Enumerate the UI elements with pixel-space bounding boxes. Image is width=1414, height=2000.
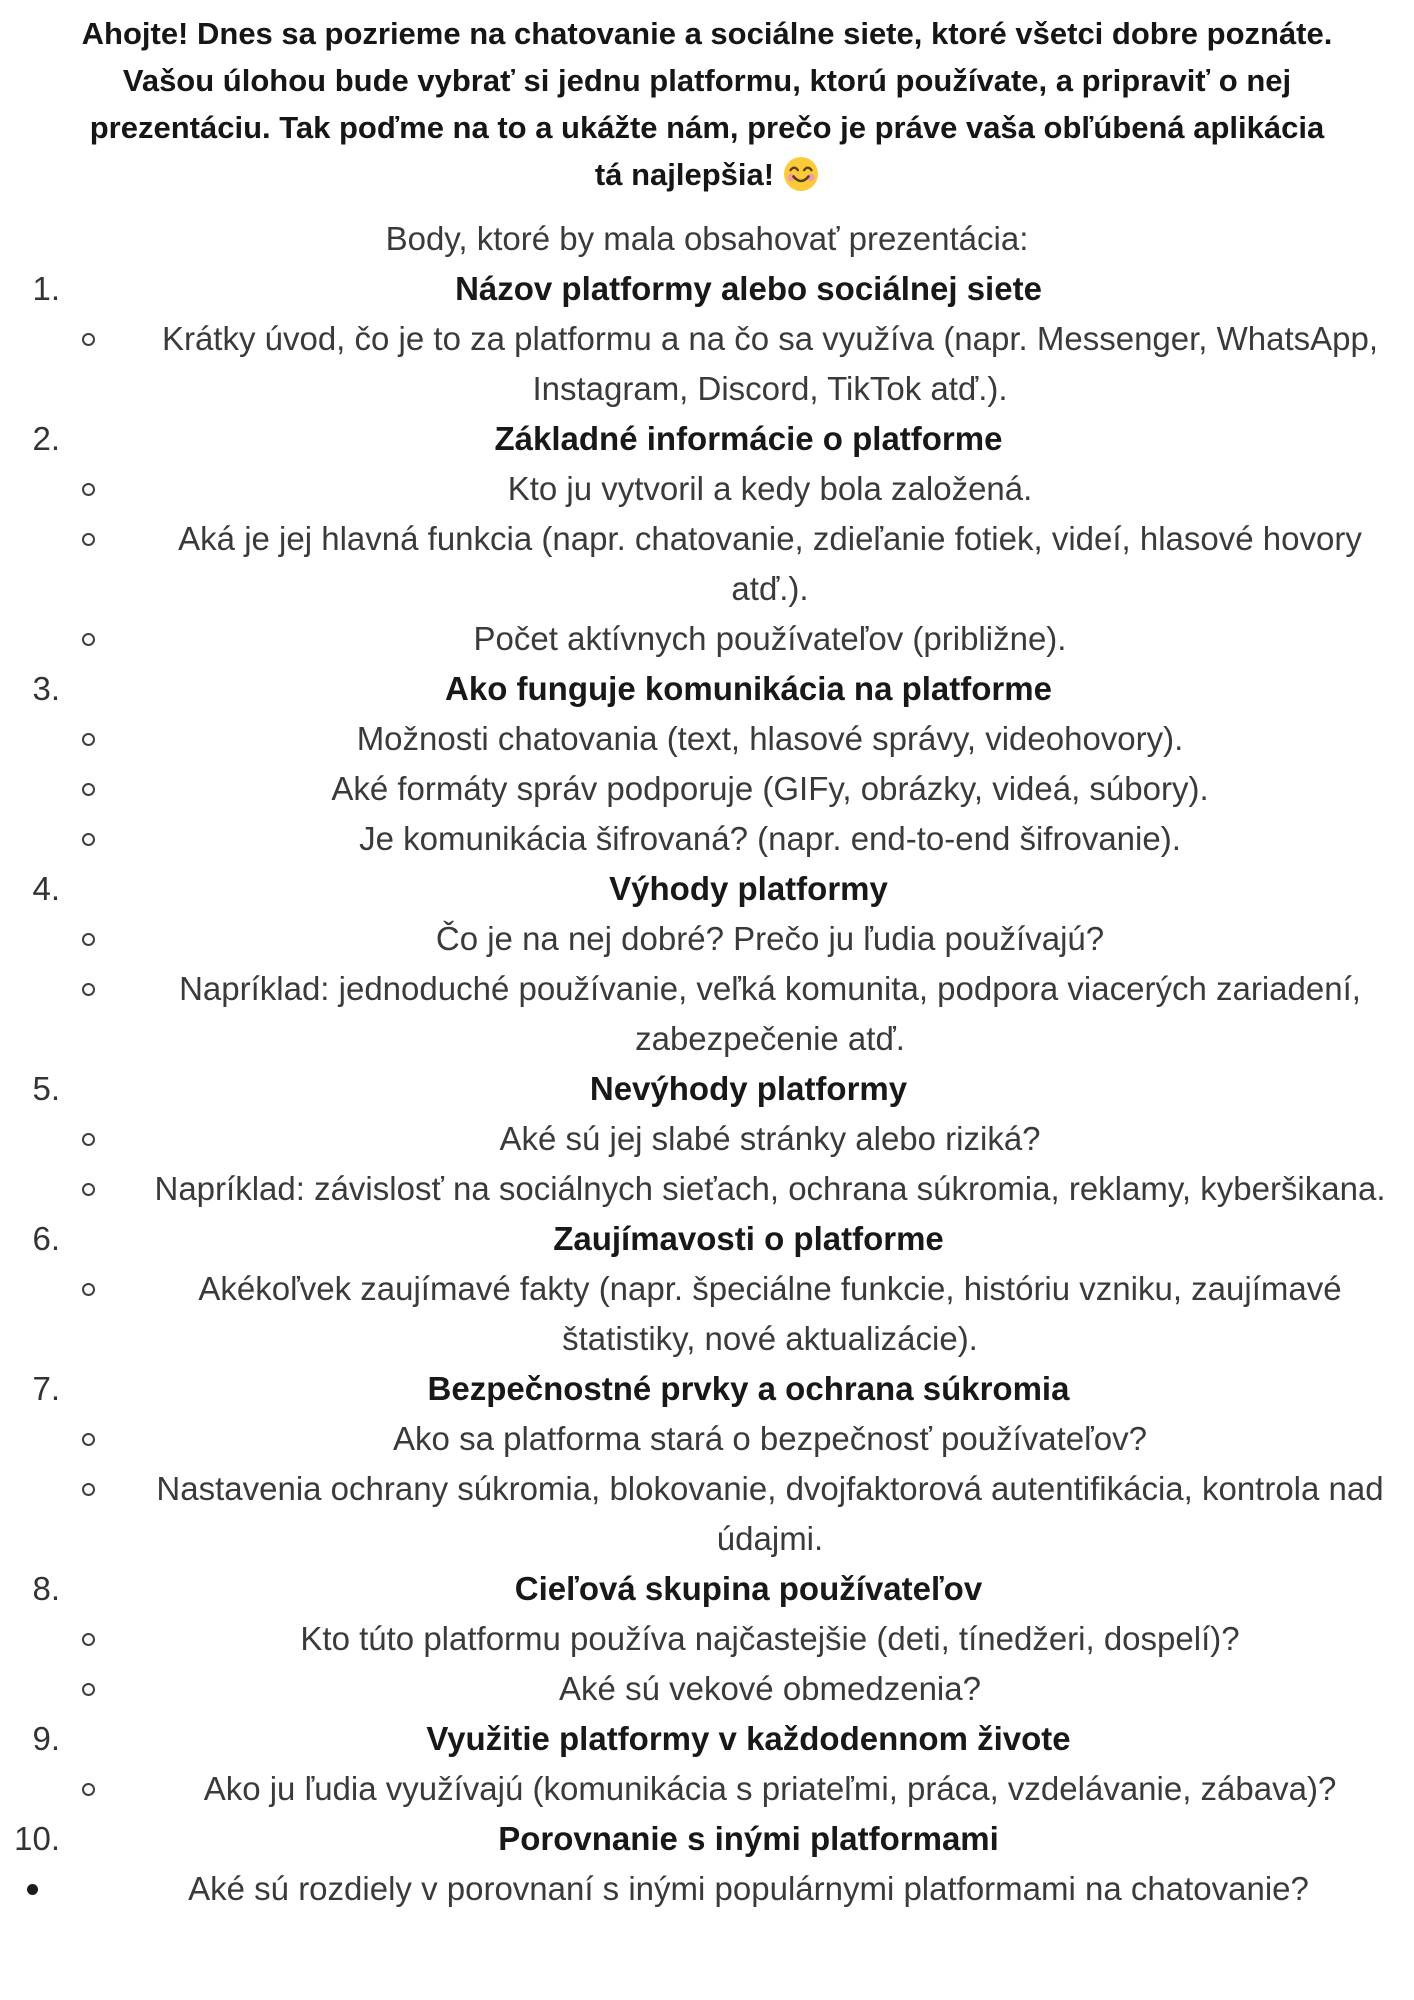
sub-bullet-item: [0, 914, 1414, 964]
sub-bullet-item: [0, 1114, 1414, 1164]
smiling-face-emoji-icon: [783, 156, 819, 192]
sub-bullet-item: [0, 314, 1414, 414]
sub-bullet-item: [0, 1264, 1414, 1364]
intro-line: Ahojte! Dnes sa pozrieme na chatovanie a sociálne siete, ktoré všetci dobre poznáte.: [81, 16, 1333, 51]
sub-bullet-text: Aké formáty správ podporuje (GIFy, obrázky, videá, súbory).: [331, 770, 1209, 807]
sub-bullet-item: [0, 1464, 1414, 1564]
closing-bullet-text: Aké sú rozdiely v porovnaní s inými populárnymi platformami na chatovanie?: [188, 1870, 1309, 1907]
list-number: 1.: [32, 270, 60, 307]
sub-bullet-text: Aká je jej hlavná funkcia (napr. chatovanie, zdieľanie fotiek, videí, hlasové hovory atď.).: [178, 520, 1362, 607]
section-title: Nevýhody platformy: [589, 1070, 908, 1107]
numbered-item: [0, 414, 1414, 464]
sub-bullet-text: Krátky úvod, čo je to za platformu a na čo sa využíva (napr. Messenger, WhatsApp, Instagram, Discord, TikTok atď.).: [161, 320, 1379, 407]
intro-line: Vašou úlohou bude vybrať si jednu platformu, ktorú používate, a pripraviť o nej: [122, 63, 1292, 98]
section-title: Porovnanie s inými platformami: [498, 1820, 999, 1857]
circle-bullet-icon: [82, 633, 95, 646]
circle-bullet-icon: [82, 1633, 95, 1646]
list-number: 7.: [32, 1370, 60, 1407]
list-number: 8.: [32, 1570, 60, 1607]
sub-bullet-item: [0, 1614, 1414, 1664]
numbered-item: [0, 1564, 1414, 1614]
numbered-item: [0, 1714, 1414, 1764]
list-number: 2.: [32, 420, 60, 457]
circle-bullet-icon: [82, 1683, 95, 1696]
sub-bullet-item: [0, 1414, 1414, 1464]
intro-paragraph: [0, 10, 1414, 198]
sub-bullet-item: [0, 814, 1414, 864]
section-title: Zaujímavosti o platforme: [553, 1220, 944, 1257]
list-number: 5.: [32, 1070, 60, 1107]
list-number: 10.: [14, 1820, 60, 1857]
sub-bullet-text: Čo je na nej dobré? Prečo ju ľudia používajú?: [435, 920, 1105, 957]
circle-bullet-icon: [82, 983, 95, 996]
numbered-item: [0, 864, 1414, 914]
presentation-outline-list: [0, 264, 1414, 1864]
circle-bullet-icon: [82, 1183, 95, 1196]
circle-bullet-icon: [82, 1483, 95, 1496]
sub-bullet-text: Možnosti chatovania (text, hlasové správy, videohovory).: [356, 720, 1184, 757]
intro-line: prezentáciu. Tak poďme na to a ukážte nám, prečo je práve vaša obľúbená aplikácia: [89, 110, 1325, 145]
circle-bullet-icon: [82, 1433, 95, 1446]
sub-bullet-text: Napríklad: závislosť na sociálnych sieťach, ochrana súkromia, reklamy, kyberšikana.: [154, 1170, 1386, 1207]
sub-bullet-item: [0, 764, 1414, 814]
sub-bullet-text: Napríklad: jednoduché používanie, veľká komunita, podpora viacerých zariadení, zabezpečenie atď.: [179, 970, 1361, 1057]
circle-bullet-icon: [82, 1783, 95, 1796]
sub-bullet-item: [0, 714, 1414, 764]
sub-bullet-item: [0, 614, 1414, 664]
circle-bullet-icon: [82, 1283, 95, 1296]
circle-bullet-icon: [82, 333, 95, 346]
list-intro-text: Body, ktoré by mala obsahovať prezentácia:: [385, 220, 1029, 257]
sub-bullet-text: Ako ju ľudia využívajú (komunikácia s priateľmi, práca, vzdelávanie, zábava)?: [203, 1770, 1337, 1807]
section-title: Bezpečnostné prvky a ochrana súkromia: [427, 1370, 1070, 1407]
sub-bullet-item: [0, 1164, 1414, 1214]
circle-bullet-icon: [82, 533, 95, 546]
sub-bullet-item: [0, 1764, 1414, 1814]
sub-bullet-text: Kto túto platformu používa najčastejšie (deti, tínedžeri, dospelí)?: [300, 1620, 1240, 1657]
numbered-item: [0, 1364, 1414, 1414]
intro-line-last: [8, 151, 1406, 198]
list-number: 3.: [32, 670, 60, 707]
list-number: 6.: [32, 1220, 60, 1257]
sub-bullet-item: [0, 514, 1414, 614]
sub-bullet-text: Kto ju vytvoril a kedy bola založená.: [507, 470, 1033, 507]
circle-bullet-icon: [82, 783, 95, 796]
sub-bullet-text: Akékoľvek zaujímavé fakty (napr. špeciálne funkcie, históriu vzniku, zaujímavé štatistiky, nové aktualizácie).: [198, 1270, 1342, 1357]
circle-bullet-icon: [82, 1133, 95, 1146]
section-title: Využitie platformy v každodennom živote: [426, 1720, 1071, 1757]
section-title: Názov platformy alebo sociálnej siete: [455, 270, 1042, 307]
numbered-item: [0, 664, 1414, 714]
circle-bullet-icon: [82, 933, 95, 946]
sub-bullet-item: [0, 964, 1414, 1064]
list-number: 9.: [32, 1720, 60, 1757]
closing-bullet-item: [0, 1864, 1414, 1914]
sub-bullet-text: Počet aktívnych používateľov (približne).: [473, 620, 1067, 657]
section-title: Výhody platformy: [609, 870, 888, 907]
sub-bullet-text: Je komunikácia šifrovaná? (napr. end-to-end šifrovanie).: [359, 820, 1181, 857]
sub-bullet-text: Aké sú vekové obmedzenia?: [559, 1670, 981, 1707]
section-title: Základné informácie o platforme: [494, 420, 1003, 457]
circle-bullet-icon: [82, 733, 95, 746]
numbered-item: [0, 264, 1414, 314]
numbered-item: [0, 1214, 1414, 1264]
circle-bullet-icon: [82, 483, 95, 496]
sub-bullet-text: Ako sa platforma stará o bezpečnosť používateľov?: [393, 1420, 1147, 1457]
disc-bullet-icon: [27, 1884, 38, 1895]
numbered-item: [0, 1064, 1414, 1114]
sub-bullet-item: [0, 464, 1414, 514]
sub-bullet-text: Nastavenia ochrany súkromia, blokovanie, dvojfaktorová autentifikácia, kontrola nad údajmi.: [156, 1470, 1384, 1557]
sub-bullet-item: [0, 1664, 1414, 1714]
section-title: Cieľová skupina používateľov: [514, 1570, 983, 1607]
section-title: Ako funguje komunikácia na platforme: [445, 670, 1052, 707]
sub-bullet-text: Aké sú jej slabé stránky alebo riziká?: [499, 1120, 1041, 1157]
list-number: 4.: [32, 870, 60, 907]
intro-line-text: tá najlepšia!: [594, 157, 775, 192]
numbered-item: [0, 1814, 1414, 1864]
circle-bullet-icon: [82, 833, 95, 846]
